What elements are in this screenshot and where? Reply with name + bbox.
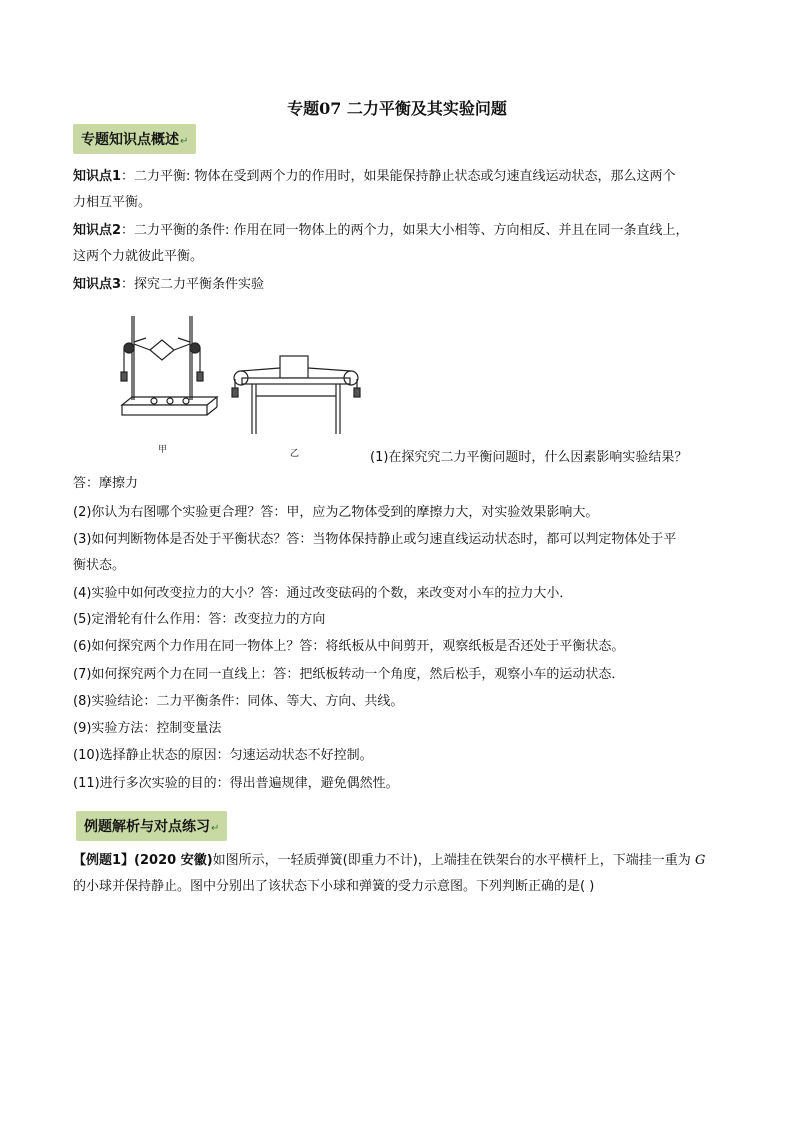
- kp1-text: ：二力平衡: 物体在受到两个力的作用时，如果能保持静止状态或匀速直线运动状态，那么这两个: [121, 169, 676, 184]
- example-1-text: 如图所示，一轻质弹簧(即重力不计)，上端挂在铁架台的水平横杆上，下端挂一重为: [212, 853, 691, 868]
- question-4: (4)实验中如何改变拉力的大小？答：通过改变砝码的个数，来改变对小车的拉力大小．: [73, 586, 573, 601]
- example-1-text-cont: 的小球并保持静止。图中分别出了该状态下小球和弹簧的受力示意图。下列判断正确的是( ): [73, 879, 595, 894]
- example-1-var: G: [694, 853, 706, 868]
- section-tag-examples: [76, 811, 227, 841]
- page-title: 专题07 二力平衡及其实验问题: [287, 99, 507, 118]
- kp3-text: ：探究二力平衡条件实验: [121, 277, 265, 292]
- knowledge-point-2: [73, 218, 723, 270]
- question-3-text: (3)如何判断物体是否处于平衡状态？答：当物体保持静止或匀速直线运动状态时，都可以判定物体处于平: [73, 532, 677, 547]
- question-3-cont: 衡状态。: [73, 558, 126, 573]
- question-7: (7)如何探究两个力在同一直线上：答：把纸板转动一个角度，然后松手，观察小车的运动状态．: [73, 667, 625, 682]
- question-9: (9)实验方法：控制变量法: [73, 721, 222, 736]
- figure-label-yi: 乙: [290, 449, 300, 459]
- knowledge-point-3: [73, 272, 723, 298]
- kp2-text-cont: 这两个力就彼此平衡。: [73, 249, 204, 264]
- knowledge-point-1: [73, 164, 723, 216]
- question-1: (1)在探究究二力平衡问题时，什么因素影响实验结果？: [370, 450, 688, 465]
- section-tag-label: 专题知识点概述: [81, 132, 179, 148]
- question-11: (11)进行多次实验的目的：得出普遍规律，避免偶然性。: [73, 776, 399, 791]
- kp3-label: 知识点3: [73, 277, 122, 292]
- question-3: [73, 527, 723, 579]
- kp1-label: 知识点1: [73, 169, 122, 184]
- paragraph-mark-icon: ↵: [211, 823, 220, 834]
- kp2-label: 知识点2: [73, 223, 122, 238]
- figure-label-jia: 甲: [158, 445, 168, 455]
- example-1-label: 【例题1】(2020 安徽): [73, 853, 213, 868]
- experiment-figure-jia: [112, 310, 224, 435]
- experiment-figure-yi: [228, 352, 364, 438]
- question-5: (5)定滑轮有什么作用：答：改变拉力的方向: [73, 612, 326, 627]
- question-8: (8)实验结论：二力平衡条件：同体、等大、方向、共线。: [73, 694, 404, 709]
- kp2-text: ：二力平衡的条件: 作用在同一物体上的两个力，如果大小相等、方向相反、并且在同一条直线上，: [121, 223, 689, 238]
- question-2: (2)你认为右图哪个实验更合理？答：甲，应为乙物体受到的摩擦力大，对实验效果影响大。: [73, 505, 599, 520]
- question-6: (6)如何探究两个力作用在同一物体上？答：将纸板从中间剪开，观察纸板是否还处于平衡状态。: [73, 639, 625, 654]
- example-1: [73, 848, 723, 900]
- section-tag-overview: [73, 124, 196, 154]
- question-10: (10)选择静止状态的原因：匀速运动状态不好控制。: [73, 748, 373, 763]
- section-tag-label: 例题解析与对点练习: [84, 819, 210, 835]
- answer-1: 答：摩擦力: [73, 476, 139, 491]
- kp1-text-cont: 力相互平衡。: [73, 195, 152, 210]
- paragraph-mark-icon: ↵: [180, 136, 189, 147]
